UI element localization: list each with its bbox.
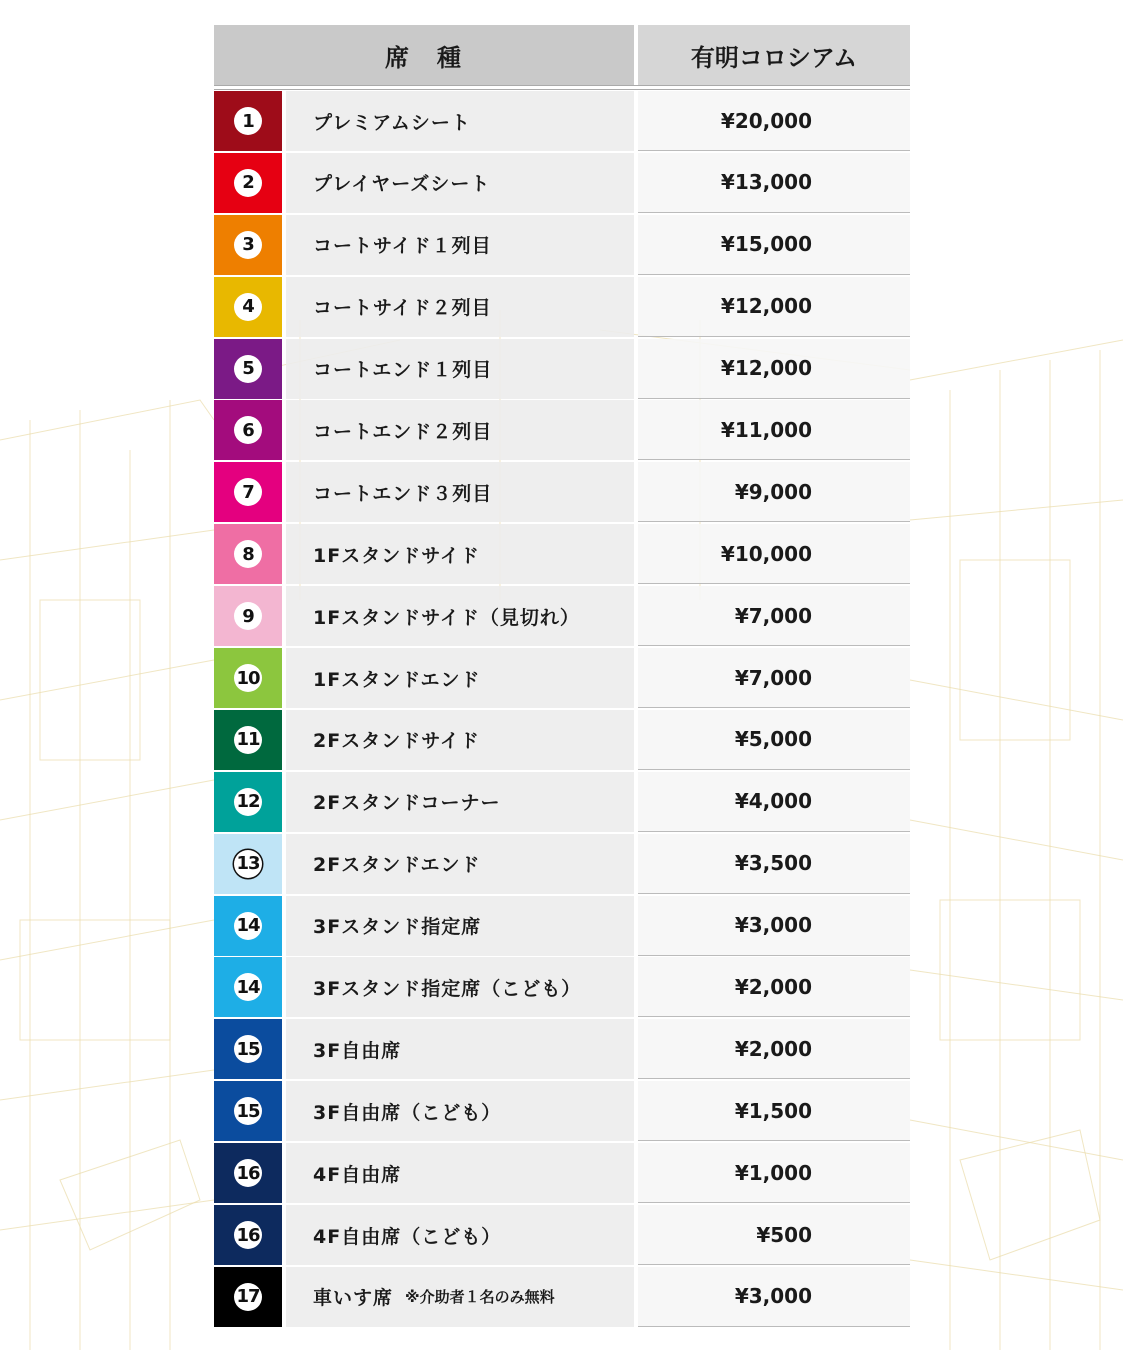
table-row [214, 524, 910, 584]
seat-name-cell [286, 896, 634, 956]
seat-price: ¥12,000 [638, 277, 910, 337]
seat-number-badge: 15 [234, 1097, 262, 1125]
seat-name-cell [286, 277, 634, 337]
seat-number-badge: 3 [234, 231, 262, 259]
seat-name: コートサイド１列目 [313, 235, 492, 258]
seat-price: ¥12,000 [638, 339, 910, 399]
seat-number-badge: 16 [234, 1159, 262, 1187]
seat-price: ¥2,000 [638, 957, 910, 1017]
seat-price-table [214, 25, 910, 1329]
seat-name-cell [286, 772, 634, 832]
seat-price: ¥3,500 [638, 834, 910, 894]
seat-name: 3F自由席 [313, 1039, 402, 1062]
seat-color-swatch [214, 772, 282, 832]
seat-number-badge: 11 [234, 726, 262, 754]
seat-name: 3Fスタンド指定席 [313, 916, 482, 939]
seat-name: 3F自由席（こども） [313, 1101, 502, 1124]
seat-name-cell [286, 648, 634, 708]
seat-number-badge: 5 [234, 355, 262, 383]
table-row [214, 1267, 910, 1327]
seat-name-cell [286, 1019, 634, 1079]
seat-name-cell [286, 91, 634, 151]
table-row [214, 1143, 910, 1203]
seat-price: ¥1,500 [638, 1081, 910, 1141]
seat-color-swatch [214, 648, 282, 708]
seat-price: ¥2,000 [638, 1019, 910, 1079]
table-row [214, 957, 910, 1017]
seat-name: 3Fスタンド指定席（こども） [313, 977, 582, 1000]
seat-name-cell [286, 339, 634, 399]
seat-number-badge: 14 [234, 912, 262, 940]
seat-name-cell [286, 957, 634, 1017]
table-row [214, 339, 910, 399]
table-row [214, 710, 910, 770]
table-row [214, 1081, 910, 1141]
header-venue: 有明コロシアム [638, 25, 910, 85]
seat-number-badge: 1 [234, 107, 262, 135]
seat-color-swatch [214, 1143, 282, 1203]
seat-name: 4F自由席（こども） [313, 1225, 502, 1248]
seat-name-cell [286, 215, 634, 275]
table-row [214, 91, 910, 151]
seat-color-swatch [214, 400, 282, 460]
seat-color-swatch [214, 153, 282, 213]
header-divider [214, 85, 910, 90]
seat-number-badge: 13 [234, 850, 262, 878]
seat-color-swatch [214, 91, 282, 151]
seat-price: ¥11,000 [638, 400, 910, 460]
seat-color-swatch [214, 462, 282, 522]
seat-name-cell [286, 524, 634, 584]
seat-name: 2Fスタンドコーナー [313, 792, 501, 815]
table-row [214, 215, 910, 275]
seat-price: ¥15,000 [638, 215, 910, 275]
seat-color-swatch [214, 710, 282, 770]
seat-number-badge: 6 [234, 416, 262, 444]
seat-name-cell [286, 462, 634, 522]
seat-name: 2Fスタンドエンド [313, 854, 481, 877]
seat-color-swatch [214, 1267, 282, 1327]
seat-name-cell [286, 834, 634, 894]
seat-price: ¥1,000 [638, 1143, 910, 1203]
seat-name: 1Fスタンドサイド（見切れ） [313, 606, 580, 629]
seat-name-cell [286, 1267, 634, 1327]
seat-color-swatch [214, 215, 282, 275]
seat-name-cell [286, 153, 634, 213]
table-row [214, 586, 910, 646]
seat-price: ¥7,000 [638, 648, 910, 708]
table-row [214, 772, 910, 832]
seat-name: コートエンド１列目 [313, 359, 493, 382]
seat-name-cell [286, 710, 634, 770]
seat-color-swatch [214, 277, 282, 337]
seat-name: 2Fスタンドサイド [313, 730, 480, 753]
table-row [214, 896, 910, 956]
seat-color-swatch [214, 524, 282, 584]
seat-name: 1Fスタンドサイド [313, 544, 480, 567]
table-row [214, 153, 910, 213]
seat-name-cell [286, 1205, 634, 1265]
seat-color-swatch [214, 1205, 282, 1265]
seat-number-badge: 14 [234, 973, 262, 1001]
seat-name: プレイヤーズシート [313, 173, 491, 196]
seat-number-badge: 9 [234, 602, 262, 630]
table-row [214, 834, 910, 894]
seat-number-badge: 8 [234, 540, 262, 568]
seat-price: ¥20,000 [638, 91, 910, 151]
table-row [214, 648, 910, 708]
seat-number-badge: 10 [234, 664, 262, 692]
seat-name-cell [286, 1143, 634, 1203]
seat-name: 車いす席 [313, 1287, 394, 1310]
seat-number-badge: 4 [234, 293, 262, 321]
seat-number-badge: 2 [234, 169, 262, 197]
seat-color-swatch [214, 339, 282, 399]
seat-number-badge: 12 [234, 788, 262, 816]
seat-number-badge: 16 [234, 1221, 262, 1249]
seat-price: ¥3,000 [638, 1267, 910, 1327]
seat-color-swatch [214, 834, 282, 894]
seat-color-swatch [214, 1019, 282, 1079]
seat-color-swatch [214, 1081, 282, 1141]
table-body [214, 91, 910, 1327]
table-row [214, 462, 910, 522]
seat-price: ¥3,000 [638, 896, 910, 956]
seat-note: ※介助者１名のみ無料 [405, 1288, 555, 1307]
table-header [214, 25, 910, 85]
seat-color-swatch [214, 586, 282, 646]
seat-price: ¥4,000 [638, 772, 910, 832]
seat-name: 4F自由席 [313, 1163, 402, 1186]
seat-price: ¥10,000 [638, 524, 910, 584]
table-row [214, 277, 910, 337]
seat-name: コートエンド２列目 [313, 420, 493, 443]
table-row [214, 1019, 910, 1079]
seat-number-badge: 17 [234, 1283, 262, 1311]
seat-price: ¥5,000 [638, 710, 910, 770]
seat-name: コートエンド３列目 [313, 482, 493, 505]
seat-name: 1Fスタンドエンド [313, 668, 481, 691]
seat-name: コートサイド２列目 [313, 297, 492, 320]
header-seat-type: 席 種 [214, 25, 634, 85]
seat-number-badge: 15 [234, 1035, 262, 1063]
seat-price: ¥9,000 [638, 462, 910, 522]
seat-name: プレミアムシート [313, 111, 471, 134]
seat-number-badge: 7 [234, 478, 262, 506]
seat-name-cell [286, 1081, 634, 1141]
seat-name-cell [286, 400, 634, 460]
seat-name-cell [286, 586, 634, 646]
table-row [214, 1205, 910, 1265]
table-row [214, 400, 910, 460]
seat-price: ¥7,000 [638, 586, 910, 646]
seat-color-swatch [214, 957, 282, 1017]
seat-price: ¥13,000 [638, 153, 910, 213]
seat-color-swatch [214, 896, 282, 956]
seat-price: ¥500 [638, 1205, 910, 1265]
